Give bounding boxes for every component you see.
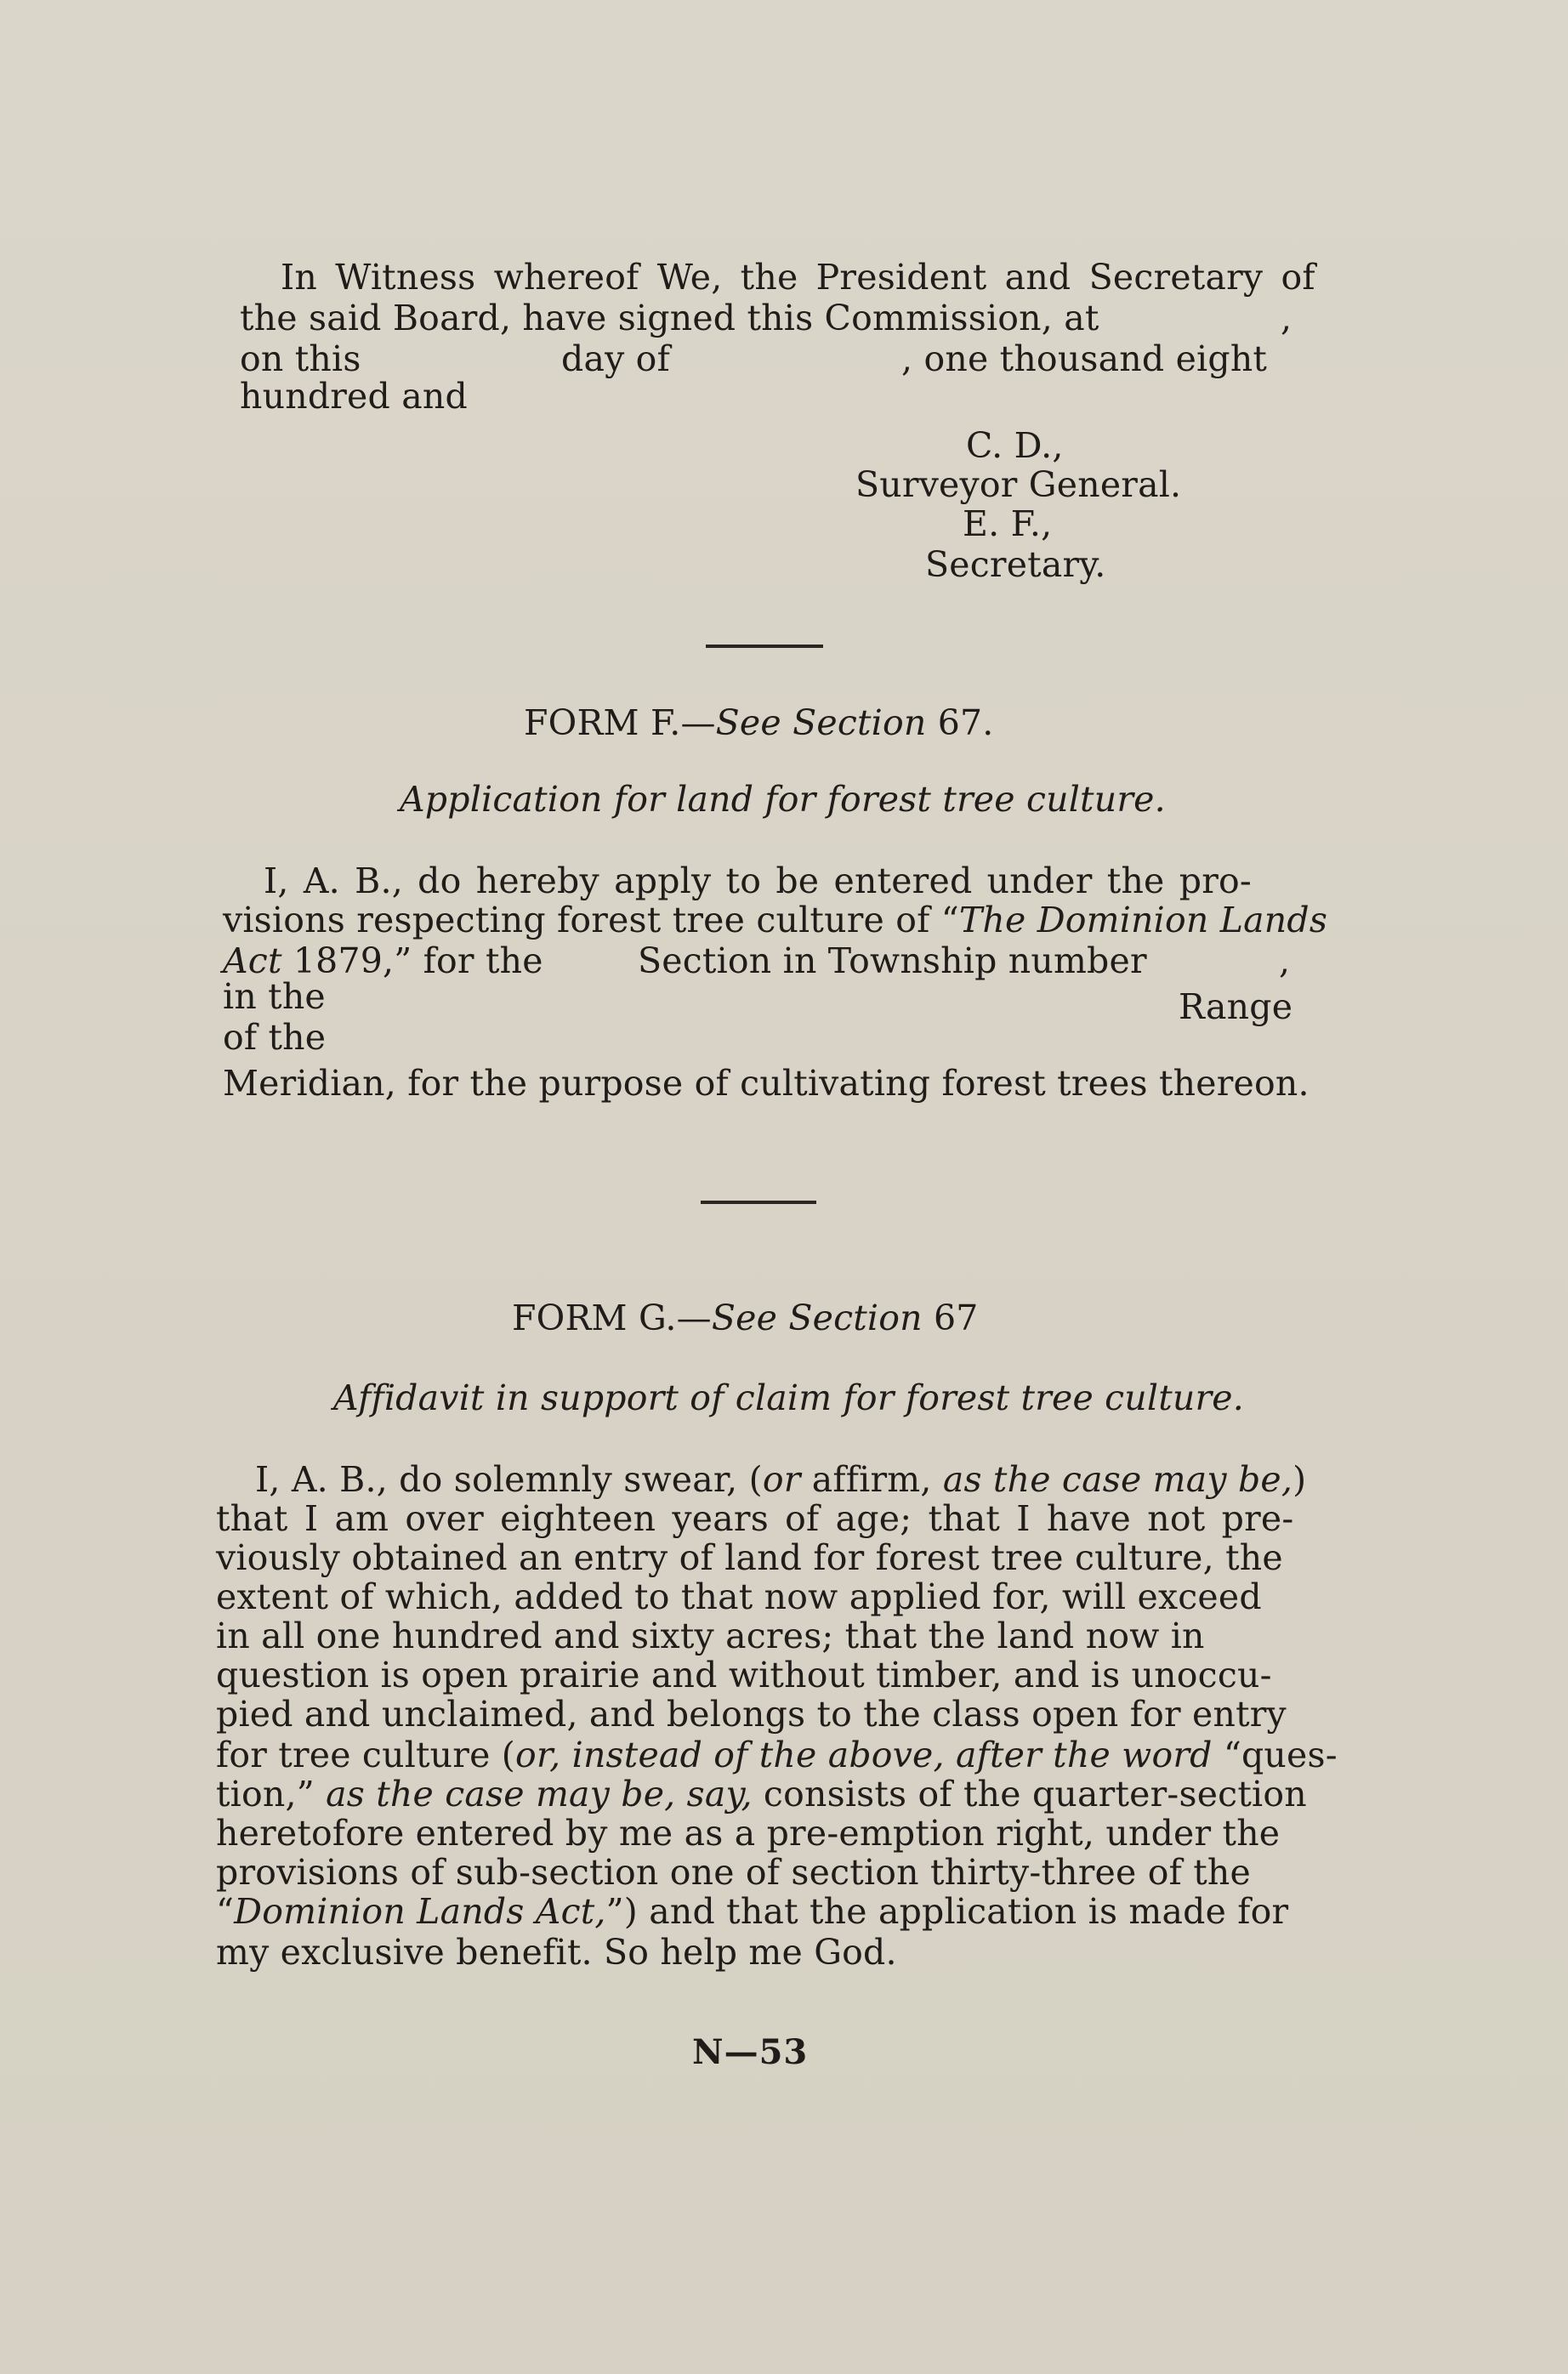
form-g-line-1a: I, A. B., do solemnly swear, ( — [255, 1459, 763, 1500]
form-g-line-7: pied and unclaimed, and belongs to the class open for entry — [216, 1694, 1287, 1735]
witness-comma: , — [1281, 298, 1292, 338]
form-f-line-3d: , — [1279, 940, 1291, 981]
form-f-line-6: Meridian, for the purpose of cultivating forest trees thereon. — [223, 1063, 1310, 1104]
form-g-line-3: viously obtained an entry of land for forest tree culture, the — [216, 1537, 1283, 1578]
form-g-line-8c: “ques- — [1223, 1735, 1338, 1775]
form-f-heading-label: FORM F.— — [524, 702, 716, 743]
form-g-line-5: in all one hundred and sixty acres; that the land now in — [216, 1616, 1205, 1656]
form-g-line-12b: Dominion Lands Act, — [234, 1891, 606, 1932]
form-g-line-1e: ) — [1292, 1459, 1307, 1500]
witness-day-of: day of — [561, 338, 670, 379]
form-f-heading-see: See Section — [715, 702, 927, 743]
section-divider-1 — [706, 645, 823, 648]
form-g-heading-see: See Section — [711, 1298, 923, 1338]
form-g-subtitle: Affidavit in support of claim for forest tree culture. — [333, 1377, 1244, 1418]
form-f-line-2 — [223, 900, 1327, 940]
form-f-heading — [524, 702, 994, 743]
form-g-line-8b: or, instead of the above, after the word — [514, 1735, 1213, 1775]
section-divider-2 — [701, 1201, 816, 1204]
form-f-line-4: in the — [223, 976, 326, 1017]
form-f-line-2a: visions respecting forest tree culture of “ — [223, 900, 959, 940]
witness-line-3: on this — [240, 338, 361, 379]
signature-ef-title: Secretary. — [925, 544, 1106, 585]
page-number: N—53 — [692, 2032, 809, 2072]
signature-cd-title: Surveyor General. — [855, 464, 1182, 505]
form-f-range: Range — [1179, 986, 1293, 1027]
form-g-line-12 — [216, 1891, 1288, 1932]
witness-line-1: In Witness whereof We, the President and Secretary of — [281, 257, 1315, 298]
form-g-line-1d: as the case may be, — [942, 1459, 1293, 1500]
form-g-heading-label: FORM G.— — [512, 1298, 712, 1338]
form-f-act-word: Act — [223, 940, 282, 981]
witness-line-4: hundred and — [240, 376, 468, 417]
form-g-line-1b: or — [762, 1459, 801, 1500]
form-g-line-9 — [216, 1774, 1307, 1815]
signature-ef-name: E. F., — [963, 503, 1053, 544]
form-g-line-1 — [255, 1459, 1306, 1500]
form-g-line-4: extent of which, added to that now applied for, will exceed — [216, 1576, 1262, 1617]
form-g-line-9c: consists of the quarter-section — [763, 1774, 1307, 1815]
form-g-line-6: question is open prairie and without timber, and is unoccu- — [216, 1655, 1272, 1695]
form-f-heading-number: 67. — [937, 702, 994, 743]
form-f-subtitle: Application for land for forest tree culture. — [400, 779, 1166, 820]
form-g-heading — [512, 1298, 979, 1338]
witness-line-2: the said Board, have signed this Commission, at — [240, 298, 1099, 338]
form-g-line-10: heretofore entered by me as a pre-emption right, under the — [216, 1813, 1281, 1854]
form-f-line-3b: 1879,” for the — [293, 940, 543, 981]
form-g-line-9b: as the case may be, say, — [326, 1774, 753, 1815]
form-g-heading-number: 67 — [933, 1298, 979, 1338]
form-f-line-3c: Section in Township number — [638, 940, 1147, 981]
form-g-line-2: that I am over eighteen years of age; that I have not pre- — [216, 1498, 1294, 1539]
signature-cd-name: C. D., — [966, 425, 1064, 466]
form-f-line-5: of the — [223, 1017, 327, 1058]
form-g-line-1c: affirm, — [811, 1459, 932, 1500]
witness-one-thousand: , one thousand eight — [901, 338, 1268, 379]
form-g-line-11: provisions of sub-section one of section thirty-three of the — [216, 1852, 1251, 1893]
form-f-line-1: I, A. B., do hereby apply to be entered under the pro- — [264, 860, 1252, 901]
form-g-line-13: my exclusive benefit. So help me God. — [216, 1932, 897, 1973]
form-g-line-9a: tion,” — [216, 1774, 315, 1815]
form-g-line-8 — [216, 1735, 1338, 1775]
form-g-line-12a: “ — [216, 1891, 235, 1932]
form-f-line-3 — [223, 940, 543, 981]
form-g-line-8a: for tree culture ( — [216, 1735, 515, 1775]
form-g-line-12c: ”) and that the application is made for — [605, 1891, 1289, 1932]
form-f-act-title: The Dominion Lands — [958, 900, 1328, 940]
